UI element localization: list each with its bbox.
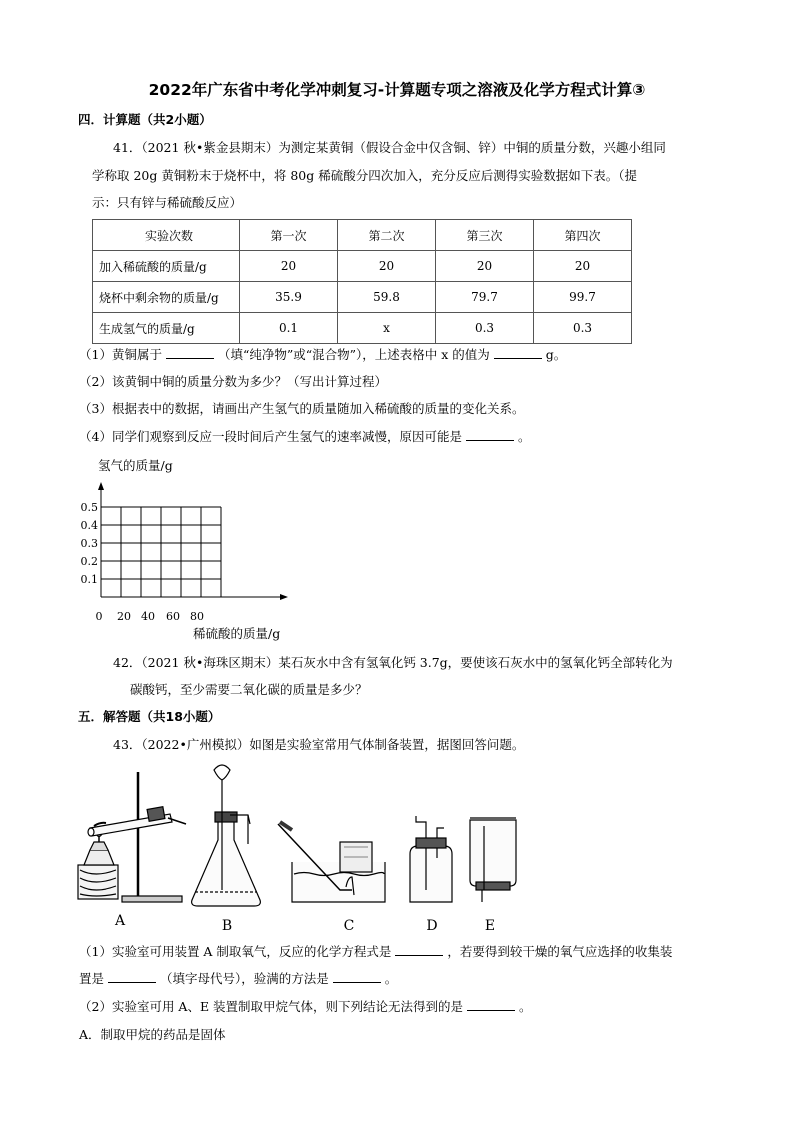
y-tick: 0.4	[80, 519, 98, 532]
q41-sub1-part-b: （填“纯净物”或“混合物”），上述表格中 x 的值为	[217, 347, 490, 362]
table-cell: x	[338, 313, 436, 344]
q41-line2: 学称取 20g 黄铜粉末于烧杯中，将 80g 稀硫酸分四次加入，充分反应后测得实验数据如下表。（提	[92, 168, 637, 183]
apparatus-e-icon	[470, 818, 516, 902]
table-cell: 0.3	[534, 313, 632, 344]
table-cell: 生成氢气的质量/g	[93, 313, 240, 344]
q43-sub1-part-c: 置是	[79, 971, 105, 986]
table-header-cell: 第二次	[338, 220, 436, 251]
apparatus-d-icon	[410, 816, 452, 902]
apparatus-figure	[70, 762, 530, 937]
table-header-cell: 第一次	[240, 220, 338, 251]
y-axis-arrow-icon	[98, 482, 104, 490]
table-cell: 20	[436, 251, 534, 282]
table-row	[93, 251, 632, 282]
answer-blank[interactable]	[333, 970, 381, 983]
table-cell: 59.8	[338, 282, 436, 313]
q42-line2: 碳酸钙，至少需要二氧化碳的质量是多少？	[130, 682, 368, 697]
apparatus-label: B	[221, 918, 233, 934]
q41-sub4	[79, 428, 530, 446]
table-header-row	[93, 220, 632, 251]
section-heading-calc: 四．计算题（共2小题）	[78, 112, 212, 127]
graph-xlabel: 稀硫酸的质量/g	[193, 626, 281, 641]
answer-blank[interactable]	[395, 943, 443, 956]
answer-blank[interactable]	[166, 346, 214, 359]
q43-sub1-line2	[79, 970, 397, 988]
table-header-cell: 第四次	[534, 220, 632, 251]
q41-sub1	[79, 346, 566, 364]
x-tick: 40	[141, 610, 155, 623]
table-cell: 20	[338, 251, 436, 282]
answer-blank[interactable]	[108, 970, 156, 983]
q41-sub1-part-c: g。	[545, 347, 567, 362]
table-header-cell: 实验次数	[93, 220, 240, 251]
experiment-table	[92, 219, 632, 344]
table-cell: 20	[534, 251, 632, 282]
q43-sub2-part-b: 。	[519, 999, 532, 1014]
y-tick: 0.3	[80, 537, 98, 550]
answer-blank[interactable]	[466, 428, 514, 441]
q43-sub1-part-a: （1）实验室可用装置 A 制取氧气，反应的化学方程式是	[79, 944, 392, 959]
q43-sub1-part-b: ，若要得到较干燥的氧气应选择的收集装	[447, 944, 673, 959]
table-cell: 35.9	[240, 282, 338, 313]
apparatus-label: D	[426, 918, 438, 934]
graph-ylabel: 氢气的质量/g	[98, 458, 173, 473]
section-heading-answer: 五．解答题（共18小题）	[78, 709, 221, 724]
q43-sub2-part-a: （2）实验室可用 A、E 装置制取甲烷气体，则下列结论无法得到的是	[79, 999, 464, 1014]
x-tick: 20	[117, 610, 131, 623]
x-tick: 60	[166, 610, 180, 623]
table-row	[93, 282, 632, 313]
graph-axes	[101, 487, 283, 597]
q43-line1: 43．（2022•广州模拟）如图是实验室常用气体制备装置，据图回答问题。	[113, 737, 525, 752]
x-axis-arrow-icon	[280, 594, 288, 600]
q43-sub1-part-e: 。	[384, 971, 398, 986]
q43-sub2	[79, 998, 532, 1016]
q41-sub2: （2）该黄铜中铜的质量分数为多少？（写出计算过程）	[79, 374, 387, 389]
apparatus-label: E	[484, 918, 496, 934]
table-cell: 烧杯中剩余物的质量/g	[93, 282, 240, 313]
hydrogen-graph	[78, 452, 308, 652]
apparatus-a-icon	[78, 772, 186, 902]
table-cell: 79.7	[436, 282, 534, 313]
table-header-cell: 第三次	[436, 220, 534, 251]
q43-sub1-part-d: （填字母代号），验满的方法是	[159, 971, 329, 986]
table-cell: 0.1	[240, 313, 338, 344]
apparatus-c-icon	[278, 822, 385, 902]
q41-sub4-part-a: （4）同学们观察到反应一段时间后产生氢气的速率减慢，原因可能是	[79, 429, 462, 444]
page-title: 2022年广东省中考化学冲刺复习-计算题专项之溶液及化学方程式计算③	[148, 81, 646, 99]
table-cell: 加入稀硫酸的质量/g	[93, 251, 240, 282]
table-cell: 20	[240, 251, 338, 282]
y-tick: 0.5	[80, 501, 98, 514]
answer-blank[interactable]	[494, 346, 542, 359]
apparatus-b-icon	[192, 765, 261, 906]
q43-sub1-line1	[79, 943, 672, 961]
apparatus-label: C	[343, 918, 355, 934]
q42-line1: 42．（2021 秋•海珠区期末）某石灰水中含有氢氧化钙 3.7g，要使该石灰水中的氢氧化钙全部转化为	[113, 655, 673, 670]
q41-sub1-part-a: （1）黄铜属于	[79, 347, 162, 362]
q43-option-a: A．制取甲烷的药品是固体	[79, 1027, 226, 1042]
apparatus-label: A	[114, 913, 126, 929]
q41-sub3: （3）根据表中的数据，请画出产生氢气的质量随加入稀硫酸的质量的变化关系。	[79, 401, 525, 416]
y-tick: 0.2	[80, 555, 98, 568]
table-cell: 0.3	[436, 313, 534, 344]
x-tick: 0	[95, 610, 103, 623]
graph-grid	[101, 507, 221, 597]
q41-sub4-part-b: 。	[517, 429, 531, 444]
answer-blank[interactable]	[467, 998, 515, 1011]
table-cell: 99.7	[534, 282, 632, 313]
table-row	[93, 313, 632, 344]
q41-line1: 41．（2021 秋•紫金县期末）为测定某黄铜（假设合金中仅含铜、锌）中铜的质量分数，兴趣小组同	[113, 140, 666, 155]
y-tick: 0.1	[80, 573, 98, 586]
q41-line3: 示：只有锌与稀硫酸反应）	[92, 195, 243, 210]
x-tick: 80	[190, 610, 204, 623]
